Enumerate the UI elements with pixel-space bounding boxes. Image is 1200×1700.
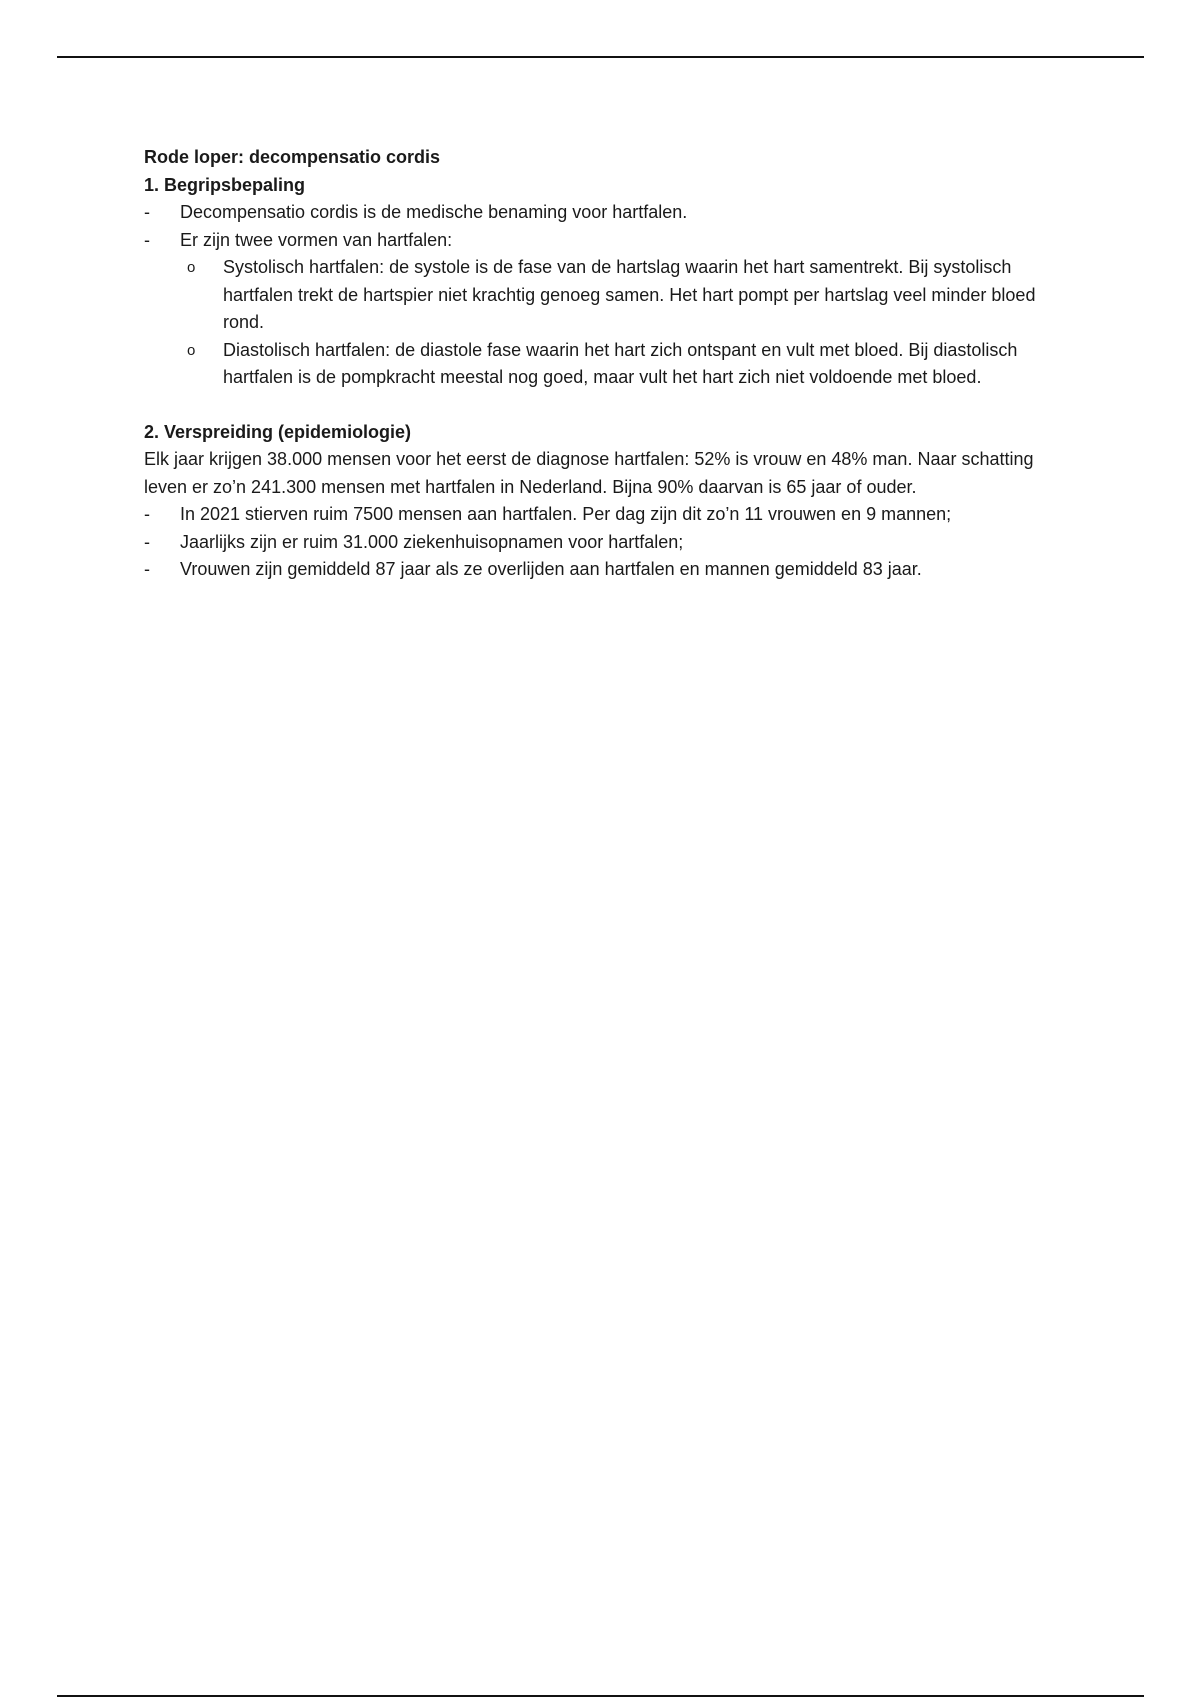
list-item-text: In 2021 stierven ruim 7500 mensen aan hartfalen. Per dag zijn dit zo’n 11 vrouwen en 9 mannen; xyxy=(180,504,952,524)
sub-list-item-text: Systolisch hartfalen: de systole is de fase van de hartslag waarin het hart samentrekt. Bij systolisch hartfalen trekt de hartspier niet krachtig genoeg samen. Het hart pompt per hartslag veel minder bloed rond. xyxy=(223,257,1036,332)
section-heading-begripsbepaling: 1. Begripsbepaling xyxy=(144,174,306,195)
dash-bullet: - xyxy=(144,531,150,552)
list-item xyxy=(144,199,1064,227)
circle-bullet: o xyxy=(187,341,196,359)
list-item-text: Er zijn twee vormen van hartfalen: xyxy=(180,229,453,250)
header-rule xyxy=(57,56,1144,58)
list-item-text: Decompensatio cordis is de medische benaming voor hartfalen. xyxy=(180,202,688,222)
footer-rule xyxy=(57,1695,1144,1697)
document-title: Rode loper: decompensatio cordis xyxy=(144,147,441,167)
list-item-text: Jaarlijks zijn er ruim 31.000 ziekenhuisopnamen voor hartfalen; xyxy=(180,531,684,552)
sub-bullet-list xyxy=(180,254,1064,392)
list-item-text: Vrouwen zijn gemiddeld 87 jaar als ze overlijden aan hartfalen en mannen gemiddeld 83 jaar. xyxy=(180,559,922,579)
section-heading-verspreiding: 2. Verspreiding (epidemiologie) xyxy=(144,421,412,442)
list-item xyxy=(144,529,1064,557)
dash-bullet: - xyxy=(144,229,150,250)
epidemiology-paragraph: Elk jaar krijgen 38.000 mensen voor het eerst de diagnose hartfalen: 52% is vrouw en 48% man. Naar schatting leven er zo’n 241.300 mensen met hartfalen in Nederland. Bijna 90% daarvan is 65 jaar of ouder. xyxy=(144,449,1034,497)
sub-list-item-text: Diastolisch hartfalen: de diastole fase waarin het hart zich ontspant en vult met bloed. Bij diastolisch hartfalen is de pompkracht meestal nog goed, maar vult het hart zich niet voldoende met bloed. xyxy=(223,339,1018,387)
bullet-list-verspreiding xyxy=(144,501,1064,584)
dash-bullet: - xyxy=(144,504,150,524)
bullet-list-begripsbepaling xyxy=(144,199,1064,392)
document-body xyxy=(144,144,1064,584)
dash-bullet: - xyxy=(144,559,150,579)
circle-bullet: o xyxy=(187,259,196,276)
sub-list-item xyxy=(144,337,1064,392)
section-spacer xyxy=(144,392,1064,419)
list-item xyxy=(144,501,1064,529)
sub-list-item xyxy=(144,254,1064,337)
list-item xyxy=(144,227,1064,392)
list-item xyxy=(144,556,1064,584)
dash-bullet: - xyxy=(144,202,150,222)
